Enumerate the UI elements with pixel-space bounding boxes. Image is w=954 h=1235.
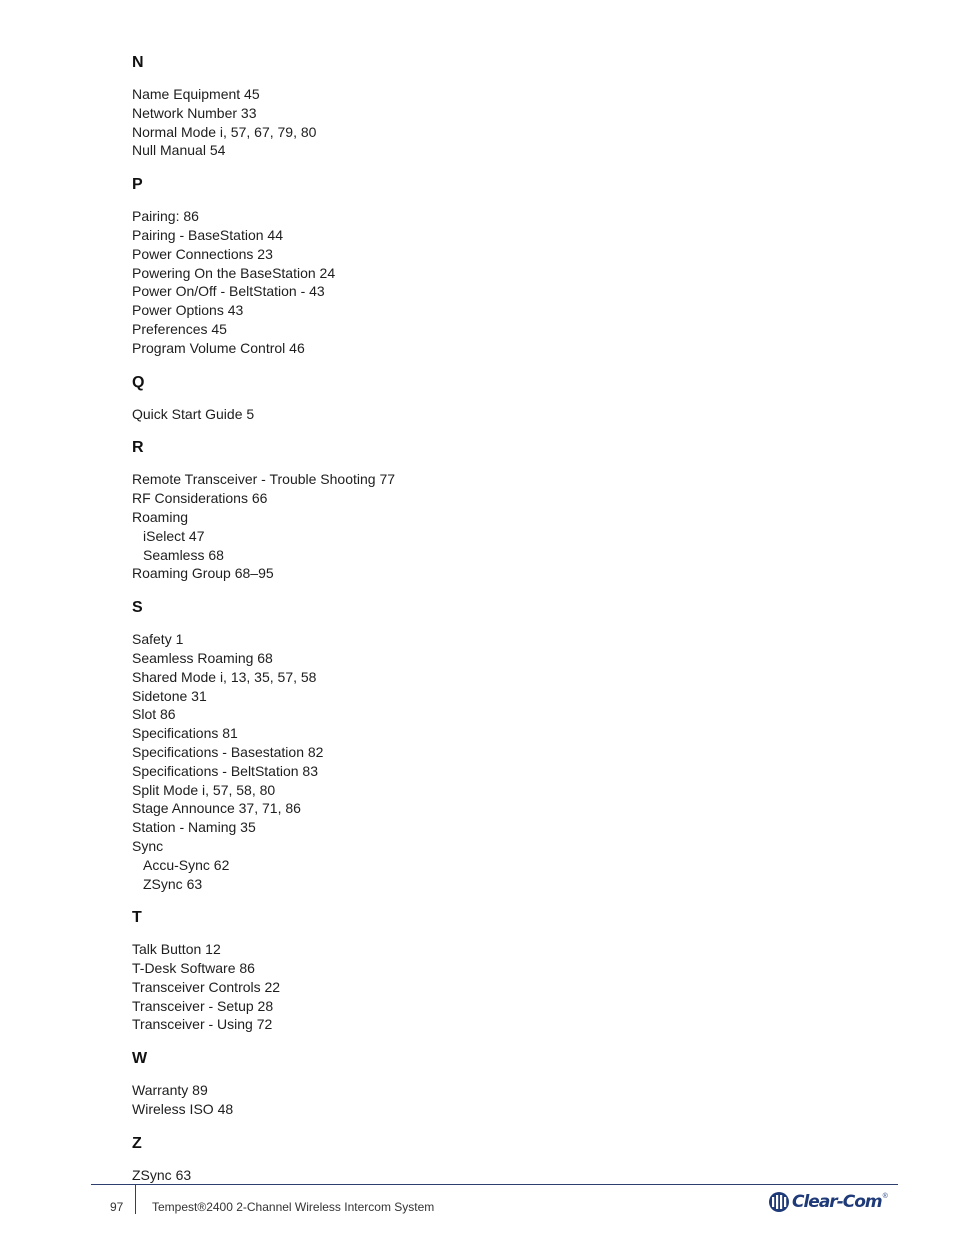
index-subentry: iSelect 47 [143, 527, 205, 544]
section-letter: Q [132, 373, 145, 391]
index-entry: Roaming [132, 508, 189, 525]
index-entry: Transceiver - Setup 28 [132, 997, 274, 1014]
index-entry: Roaming Group 68–95 [132, 565, 274, 582]
index-entry: Specifications - Basestation 82 [132, 743, 324, 760]
index-entry: Specifications 81 [132, 725, 238, 742]
index-section-z [132, 1133, 832, 1185]
index-section-s [132, 597, 832, 893]
index-entry: Split Mode i, 57, 58, 80 [132, 781, 276, 798]
index-subentry: Accu-Sync 62 [143, 856, 230, 873]
index-entry: Network Number 33 [132, 104, 257, 121]
index-entry: Talk Button 12 [132, 941, 221, 958]
index-entry: ZSync 63 [132, 1166, 192, 1183]
index-entry: Transceiver Controls 22 [132, 978, 281, 995]
section-letter: T [132, 909, 142, 927]
index-entry: Remote Transceiver - Trouble Shooting 77 [132, 471, 396, 488]
index-entry: Power Options 43 [132, 302, 244, 319]
index-entry: Seamless Roaming 68 [132, 649, 273, 666]
section-letter: S [132, 599, 143, 617]
index-entry: Name Equipment 45 [132, 86, 260, 102]
index-entry: RF Considerations 66 [132, 490, 268, 507]
clear-com-logo-icon [768, 1191, 790, 1213]
index-entry: Wireless ISO 48 [132, 1101, 234, 1118]
section-entries [132, 630, 832, 893]
index-entry: Transceiver - Using 72 [132, 1016, 273, 1033]
clear-com-logo [768, 1189, 888, 1215]
footer-rule [91, 1184, 898, 1185]
index-entry: Shared Mode i, 13, 35, 57, 58 [132, 668, 317, 685]
index-section-p [132, 174, 832, 357]
index-section-q [132, 372, 832, 424]
index-entry: Power On/Off - BeltStation - 43 [132, 283, 325, 300]
index-entry: Stage Announce 37, 71, 86 [132, 800, 301, 817]
index-section-r [132, 437, 832, 583]
index-entry: Sync [132, 837, 164, 854]
footer-divider [135, 1184, 136, 1214]
index-entry: T-Desk Software 86 [132, 960, 255, 977]
index-entry: Warranty 89 [132, 1082, 208, 1099]
index-entry: Safety 1 [132, 631, 184, 648]
index-entry: Normal Mode i, 57, 67, 79, 80 [132, 123, 317, 140]
section-entries [132, 1166, 832, 1185]
section-letter: P [132, 176, 143, 194]
index-entry: Slot 86 [132, 706, 176, 723]
section-entries [132, 207, 832, 357]
section-entries [132, 1081, 832, 1119]
index-section-t [132, 907, 832, 1034]
index-entry: Powering On the BaseStation 24 [132, 264, 336, 281]
section-entries [132, 85, 832, 160]
section-entries [132, 940, 832, 1034]
index-entry: Sidetone 31 [132, 687, 207, 704]
section-entries [132, 470, 832, 583]
index-section-w [132, 1048, 832, 1119]
index-entry: Quick Start Guide 5 [132, 405, 255, 422]
section-entries [132, 405, 832, 424]
logo-registered-mark: ® [882, 1193, 888, 1200]
section-letter: W [132, 1050, 148, 1068]
index-entry: Pairing: 86 [132, 208, 199, 225]
index-entry: Power Connections 23 [132, 245, 273, 262]
section-letter: R [132, 439, 144, 457]
section-letter: Z [132, 1134, 142, 1152]
index-section-n [132, 52, 832, 160]
index-subentry: ZSync 63 [143, 875, 203, 892]
logo-wordmark: Clear-Com [792, 1192, 882, 1212]
index-entry: Station - Naming 35 [132, 819, 256, 836]
document-title: Tempest®2400 2-Channel Wireless Intercom System [152, 1200, 435, 1214]
index-entry: Program Volume Control 46 [132, 339, 305, 356]
index-entry: Pairing - BaseStation 44 [132, 226, 283, 243]
page-number: 97 [110, 1200, 124, 1214]
index-entry: Preferences 45 [132, 320, 227, 337]
section-letter: N [132, 54, 144, 71]
index-subentry: Seamless 68 [143, 546, 224, 563]
index-entry: Specifications - BeltStation 83 [132, 762, 318, 779]
index-entry: Null Manual 54 [132, 142, 226, 159]
index-list [132, 52, 832, 1199]
